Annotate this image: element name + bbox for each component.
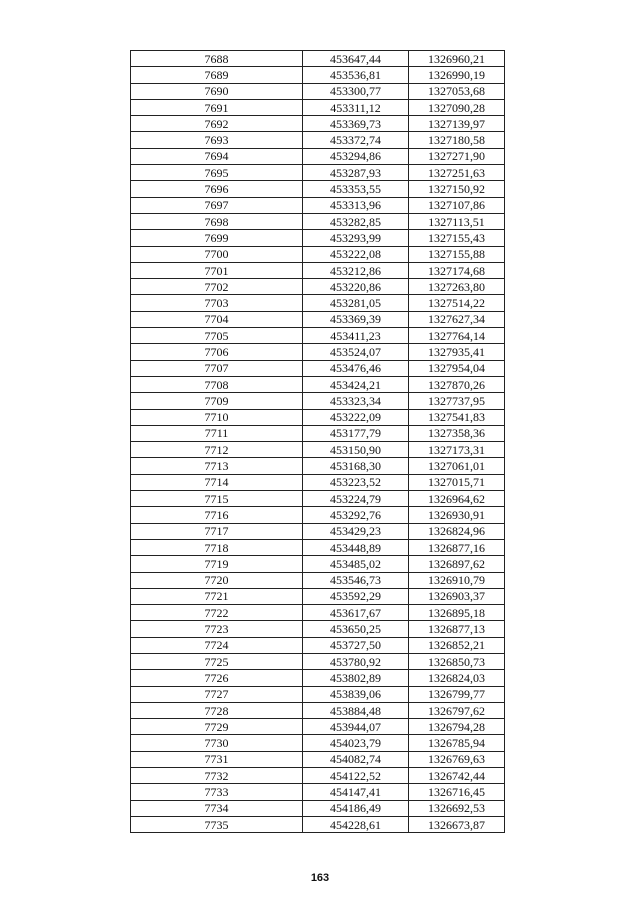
x-coordinate-cell: 453780,92: [303, 653, 409, 669]
point-number-cell: 7706: [131, 344, 303, 360]
point-number-cell: 7711: [131, 425, 303, 441]
y-coordinate-cell: 1326785,94: [409, 735, 505, 751]
point-number-cell: 7726: [131, 670, 303, 686]
table-row: [131, 409, 505, 425]
x-coordinate-cell: 453311,12: [303, 99, 409, 115]
point-number-cell: 7708: [131, 376, 303, 392]
table-row: [131, 491, 505, 507]
table-row: [131, 556, 505, 572]
table-row: [131, 344, 505, 360]
y-coordinate-cell: 1326799,77: [409, 686, 505, 702]
y-coordinate-cell: 1326910,79: [409, 572, 505, 588]
x-coordinate-cell: 453292,76: [303, 507, 409, 523]
table-row: [131, 393, 505, 409]
point-number-cell: 7694: [131, 148, 303, 164]
y-coordinate-cell: 1326797,62: [409, 702, 505, 718]
point-number-cell: 7714: [131, 474, 303, 490]
table-row: [131, 523, 505, 539]
table-row: [131, 376, 505, 392]
x-coordinate-cell: 453212,86: [303, 262, 409, 278]
point-number-cell: 7704: [131, 311, 303, 327]
table-row: [131, 360, 505, 376]
point-number-cell: 7731: [131, 751, 303, 767]
table-row: [131, 230, 505, 246]
point-number-cell: 7689: [131, 67, 303, 83]
y-coordinate-cell: 1327139,97: [409, 116, 505, 132]
x-coordinate-cell: 453536,81: [303, 67, 409, 83]
x-coordinate-cell: 453294,86: [303, 148, 409, 164]
y-coordinate-cell: 1326964,62: [409, 491, 505, 507]
x-coordinate-cell: 453369,73: [303, 116, 409, 132]
x-coordinate-cell: 453802,89: [303, 670, 409, 686]
table-row: [131, 246, 505, 262]
y-coordinate-cell: 1327358,36: [409, 425, 505, 441]
point-number-cell: 7719: [131, 556, 303, 572]
table-row: [131, 181, 505, 197]
table-row: [131, 51, 505, 67]
point-number-cell: 7724: [131, 637, 303, 653]
y-coordinate-cell: 1327053,68: [409, 83, 505, 99]
y-coordinate-cell: 1326850,73: [409, 653, 505, 669]
table-row: [131, 605, 505, 621]
x-coordinate-cell: 454023,79: [303, 735, 409, 751]
point-number-cell: 7727: [131, 686, 303, 702]
table-row: [131, 816, 505, 832]
table-row: [131, 751, 505, 767]
y-coordinate-cell: 1326897,62: [409, 556, 505, 572]
table-row: [131, 539, 505, 555]
point-number-cell: 7699: [131, 230, 303, 246]
x-coordinate-cell: 454082,74: [303, 751, 409, 767]
point-number-cell: 7709: [131, 393, 303, 409]
y-coordinate-cell: 1327514,22: [409, 295, 505, 311]
y-coordinate-cell: 1327271,90: [409, 148, 505, 164]
x-coordinate-cell: 453944,07: [303, 719, 409, 735]
point-number-cell: 7692: [131, 116, 303, 132]
table-row: [131, 328, 505, 344]
y-coordinate-cell: 1326794,28: [409, 719, 505, 735]
x-coordinate-cell: 453293,99: [303, 230, 409, 246]
coordinates-table: [130, 50, 505, 833]
x-coordinate-cell: 453524,07: [303, 344, 409, 360]
table-row: [131, 800, 505, 816]
y-coordinate-cell: 1327173,31: [409, 442, 505, 458]
point-number-cell: 7733: [131, 784, 303, 800]
table-row: [131, 702, 505, 718]
x-coordinate-cell: 453424,21: [303, 376, 409, 392]
y-coordinate-cell: 1326716,45: [409, 784, 505, 800]
x-coordinate-cell: 453592,29: [303, 588, 409, 604]
x-coordinate-cell: 453222,09: [303, 409, 409, 425]
x-coordinate-cell: 454122,52: [303, 768, 409, 784]
x-coordinate-cell: 453281,05: [303, 295, 409, 311]
table-row: [131, 621, 505, 637]
table-row: [131, 262, 505, 278]
y-coordinate-cell: 1327090,28: [409, 99, 505, 115]
y-coordinate-cell: 1327870,26: [409, 376, 505, 392]
x-coordinate-cell: 453448,89: [303, 539, 409, 555]
y-coordinate-cell: 1326769,63: [409, 751, 505, 767]
x-coordinate-cell: 453372,74: [303, 132, 409, 148]
table-row: [131, 637, 505, 653]
y-coordinate-cell: 1327155,88: [409, 246, 505, 262]
x-coordinate-cell: 454228,61: [303, 816, 409, 832]
point-number-cell: 7696: [131, 181, 303, 197]
point-number-cell: 7693: [131, 132, 303, 148]
point-number-cell: 7697: [131, 197, 303, 213]
x-coordinate-cell: 453223,52: [303, 474, 409, 490]
table-row: [131, 295, 505, 311]
point-number-cell: 7690: [131, 83, 303, 99]
y-coordinate-cell: 1327627,34: [409, 311, 505, 327]
point-number-cell: 7717: [131, 523, 303, 539]
table-row: [131, 132, 505, 148]
point-number-cell: 7702: [131, 279, 303, 295]
point-number-cell: 7718: [131, 539, 303, 555]
x-coordinate-cell: 453884,48: [303, 702, 409, 718]
point-number-cell: 7721: [131, 588, 303, 604]
y-coordinate-cell: 1326692,53: [409, 800, 505, 816]
point-number-cell: 7732: [131, 768, 303, 784]
point-number-cell: 7707: [131, 360, 303, 376]
y-coordinate-cell: 1326673,87: [409, 816, 505, 832]
coordinates-table-body: [131, 51, 505, 833]
x-coordinate-cell: 453282,85: [303, 213, 409, 229]
x-coordinate-cell: 453727,50: [303, 637, 409, 653]
table-row: [131, 653, 505, 669]
table-row: [131, 148, 505, 164]
point-number-cell: 7712: [131, 442, 303, 458]
x-coordinate-cell: 453300,77: [303, 83, 409, 99]
y-coordinate-cell: 1326824,03: [409, 670, 505, 686]
x-coordinate-cell: 453839,06: [303, 686, 409, 702]
x-coordinate-cell: 453168,30: [303, 458, 409, 474]
table-row: [131, 425, 505, 441]
point-number-cell: 7695: [131, 165, 303, 181]
x-coordinate-cell: 453287,93: [303, 165, 409, 181]
point-number-cell: 7730: [131, 735, 303, 751]
table-row: [131, 768, 505, 784]
table-row: [131, 67, 505, 83]
x-coordinate-cell: 454186,49: [303, 800, 409, 816]
table-row: [131, 507, 505, 523]
y-coordinate-cell: 1327061,01: [409, 458, 505, 474]
x-coordinate-cell: 453150,90: [303, 442, 409, 458]
y-coordinate-cell: 1326877,13: [409, 621, 505, 637]
x-coordinate-cell: 453220,86: [303, 279, 409, 295]
y-coordinate-cell: 1327174,68: [409, 262, 505, 278]
x-coordinate-cell: 453224,79: [303, 491, 409, 507]
table-row: [131, 279, 505, 295]
page-number: 163: [310, 872, 330, 884]
table-row: [131, 311, 505, 327]
x-coordinate-cell: 453546,73: [303, 572, 409, 588]
point-number-cell: 7735: [131, 816, 303, 832]
x-coordinate-cell: 453177,79: [303, 425, 409, 441]
y-coordinate-cell: 1327107,86: [409, 197, 505, 213]
y-coordinate-cell: 1327935,41: [409, 344, 505, 360]
y-coordinate-cell: 1326990,19: [409, 67, 505, 83]
x-coordinate-cell: 453313,96: [303, 197, 409, 213]
y-coordinate-cell: 1327541,83: [409, 409, 505, 425]
point-number-cell: 7698: [131, 213, 303, 229]
table-row: [131, 458, 505, 474]
table-row: [131, 784, 505, 800]
y-coordinate-cell: 1326852,21: [409, 637, 505, 653]
point-number-cell: 7705: [131, 328, 303, 344]
y-coordinate-cell: 1326903,37: [409, 588, 505, 604]
x-coordinate-cell: 453485,02: [303, 556, 409, 572]
point-number-cell: 7734: [131, 800, 303, 816]
table-row: [131, 99, 505, 115]
point-number-cell: 7700: [131, 246, 303, 262]
table-row: [131, 165, 505, 181]
x-coordinate-cell: 453650,25: [303, 621, 409, 637]
y-coordinate-cell: 1327155,43: [409, 230, 505, 246]
table-row: [131, 442, 505, 458]
y-coordinate-cell: 1326930,91: [409, 507, 505, 523]
point-number-cell: 7725: [131, 653, 303, 669]
y-coordinate-cell: 1326895,18: [409, 605, 505, 621]
y-coordinate-cell: 1327737,95: [409, 393, 505, 409]
table-row: [131, 213, 505, 229]
point-number-cell: 7720: [131, 572, 303, 588]
table-row: [131, 588, 505, 604]
table-row: [131, 572, 505, 588]
table-row: [131, 197, 505, 213]
y-coordinate-cell: 1327764,14: [409, 328, 505, 344]
y-coordinate-cell: 1327150,92: [409, 181, 505, 197]
table-row: [131, 670, 505, 686]
point-number-cell: 7688: [131, 51, 303, 67]
point-number-cell: 7713: [131, 458, 303, 474]
y-coordinate-cell: 1326877,16: [409, 539, 505, 555]
table-row: [131, 83, 505, 99]
x-coordinate-cell: 453222,08: [303, 246, 409, 262]
point-number-cell: 7729: [131, 719, 303, 735]
point-number-cell: 7715: [131, 491, 303, 507]
y-coordinate-cell: 1326742,44: [409, 768, 505, 784]
x-coordinate-cell: 454147,41: [303, 784, 409, 800]
x-coordinate-cell: 453369,39: [303, 311, 409, 327]
x-coordinate-cell: 453476,46: [303, 360, 409, 376]
point-number-cell: 7710: [131, 409, 303, 425]
point-number-cell: 7701: [131, 262, 303, 278]
y-coordinate-cell: 1326960,21: [409, 51, 505, 67]
y-coordinate-cell: 1327954,04: [409, 360, 505, 376]
y-coordinate-cell: 1327015,71: [409, 474, 505, 490]
x-coordinate-cell: 453647,44: [303, 51, 409, 67]
table-row: [131, 735, 505, 751]
table-row: [131, 719, 505, 735]
x-coordinate-cell: 453617,67: [303, 605, 409, 621]
table-row: [131, 116, 505, 132]
table-row: [131, 686, 505, 702]
x-coordinate-cell: 453323,34: [303, 393, 409, 409]
point-number-cell: 7722: [131, 605, 303, 621]
point-number-cell: 7716: [131, 507, 303, 523]
y-coordinate-cell: 1327113,51: [409, 213, 505, 229]
point-number-cell: 7703: [131, 295, 303, 311]
x-coordinate-cell: 453353,55: [303, 181, 409, 197]
y-coordinate-cell: 1327180,58: [409, 132, 505, 148]
x-coordinate-cell: 453411,23: [303, 328, 409, 344]
y-coordinate-cell: 1327263,80: [409, 279, 505, 295]
point-number-cell: 7691: [131, 99, 303, 115]
point-number-cell: 7728: [131, 702, 303, 718]
y-coordinate-cell: 1326824,96: [409, 523, 505, 539]
y-coordinate-cell: 1327251,63: [409, 165, 505, 181]
point-number-cell: 7723: [131, 621, 303, 637]
x-coordinate-cell: 453429,23: [303, 523, 409, 539]
table-row: [131, 474, 505, 490]
